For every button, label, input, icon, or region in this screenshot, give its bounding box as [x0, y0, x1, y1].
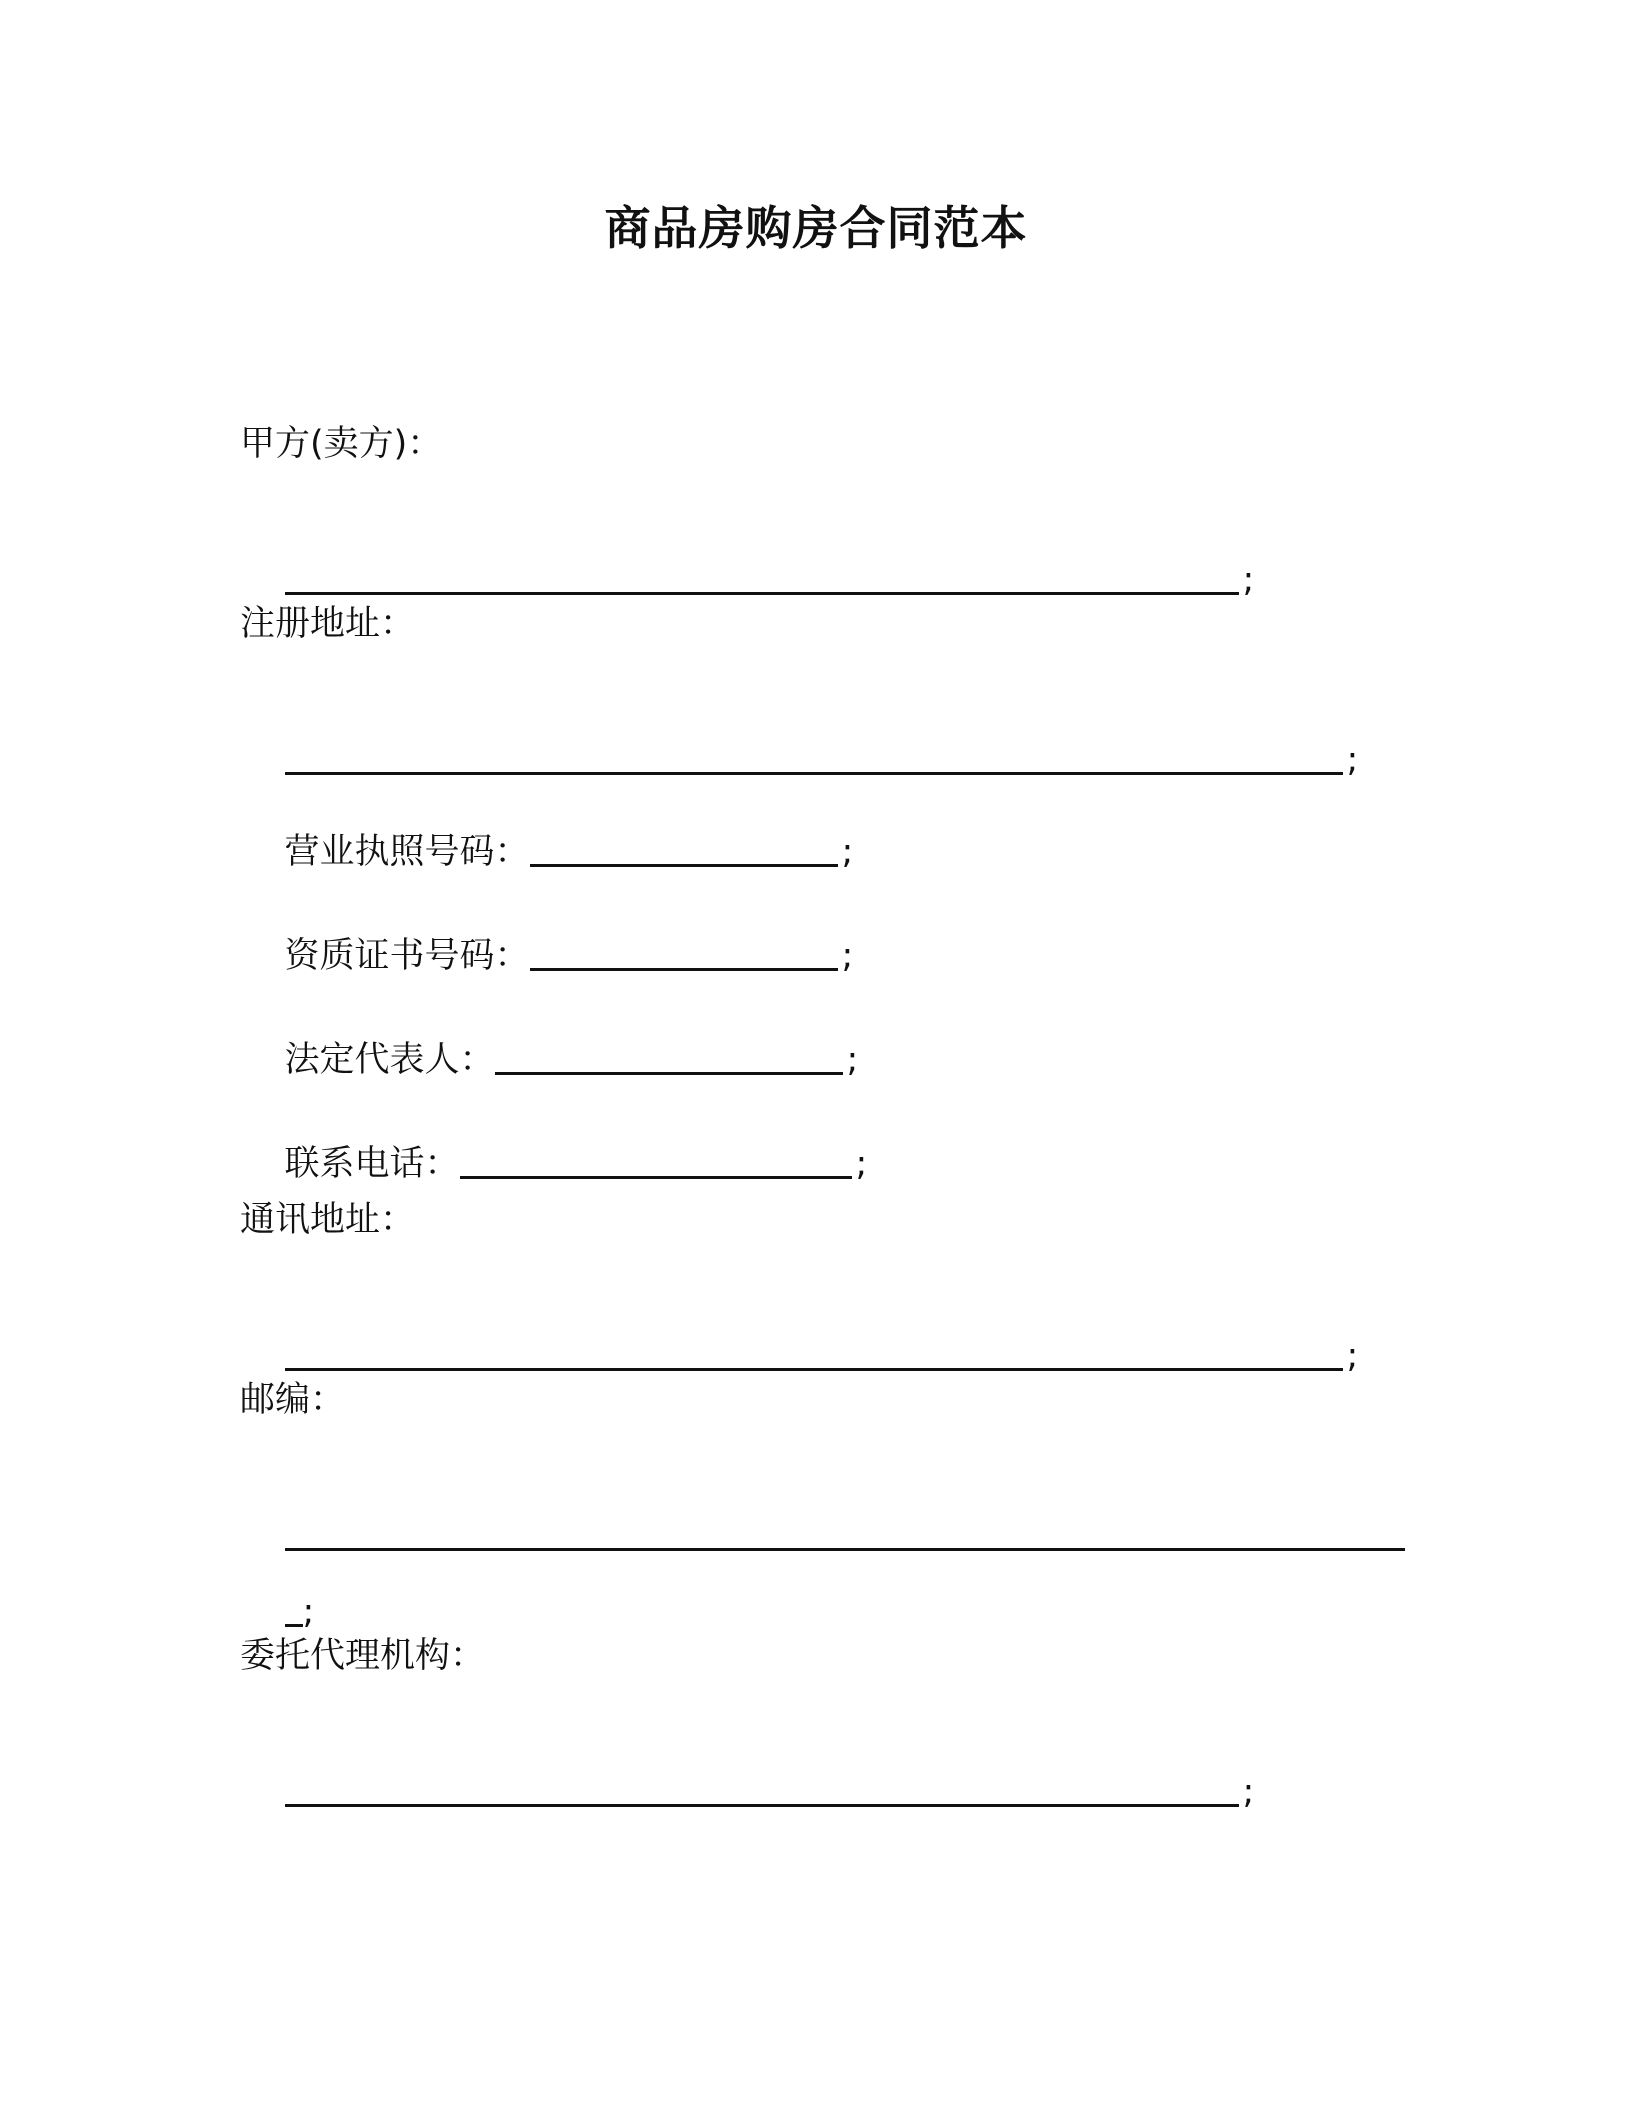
mail-address-blank-line: [240, 1284, 1358, 1428]
postcode-blank-line-1: [240, 1464, 1405, 1608]
postcode-terminator: ;: [302, 1592, 315, 1632]
qualification-cert-terminator: ;: [841, 936, 854, 976]
agency-label: 委托代理机构：: [240, 1636, 486, 1676]
legal-rep-label: 法定代表人：: [284, 1040, 495, 1080]
seller-blank: [285, 562, 1239, 595]
mail-address-blank: [285, 1338, 1343, 1371]
legal-rep-blank: [495, 1042, 843, 1075]
seller-terminator: ;: [1242, 560, 1255, 600]
postcode-blank-continued: [285, 1594, 303, 1627]
agency-terminator: ;: [1242, 1772, 1255, 1812]
postcode-blank: [285, 1518, 1405, 1551]
phone-terminator: ;: [855, 1144, 868, 1184]
agency-blank-line: [240, 1720, 1254, 1864]
phone-label: 联系电话：: [284, 1144, 460, 1184]
seller-label: 甲方(卖方)：: [240, 424, 443, 464]
registered-address-label: 注册地址：: [240, 604, 416, 644]
registered-address-terminator: ;: [1346, 740, 1359, 780]
phone-blank: [460, 1146, 852, 1179]
business-license-label: 营业执照号码：: [284, 832, 530, 872]
document-title: 商品房购房合同范本: [604, 201, 1028, 255]
mail-address-label: 通讯地址：: [240, 1200, 416, 1240]
mail-address-terminator: ;: [1346, 1336, 1359, 1376]
qualification-cert-blank: [530, 938, 838, 971]
agency-blank: [285, 1774, 1239, 1807]
registered-address-blank: [285, 742, 1343, 775]
business-license-terminator: ;: [841, 832, 854, 872]
qualification-cert-label: 资质证书号码：: [284, 936, 530, 976]
business-license-blank: [530, 834, 838, 867]
postcode-label: 邮编：: [240, 1380, 346, 1420]
legal-rep-terminator: ;: [846, 1040, 859, 1080]
